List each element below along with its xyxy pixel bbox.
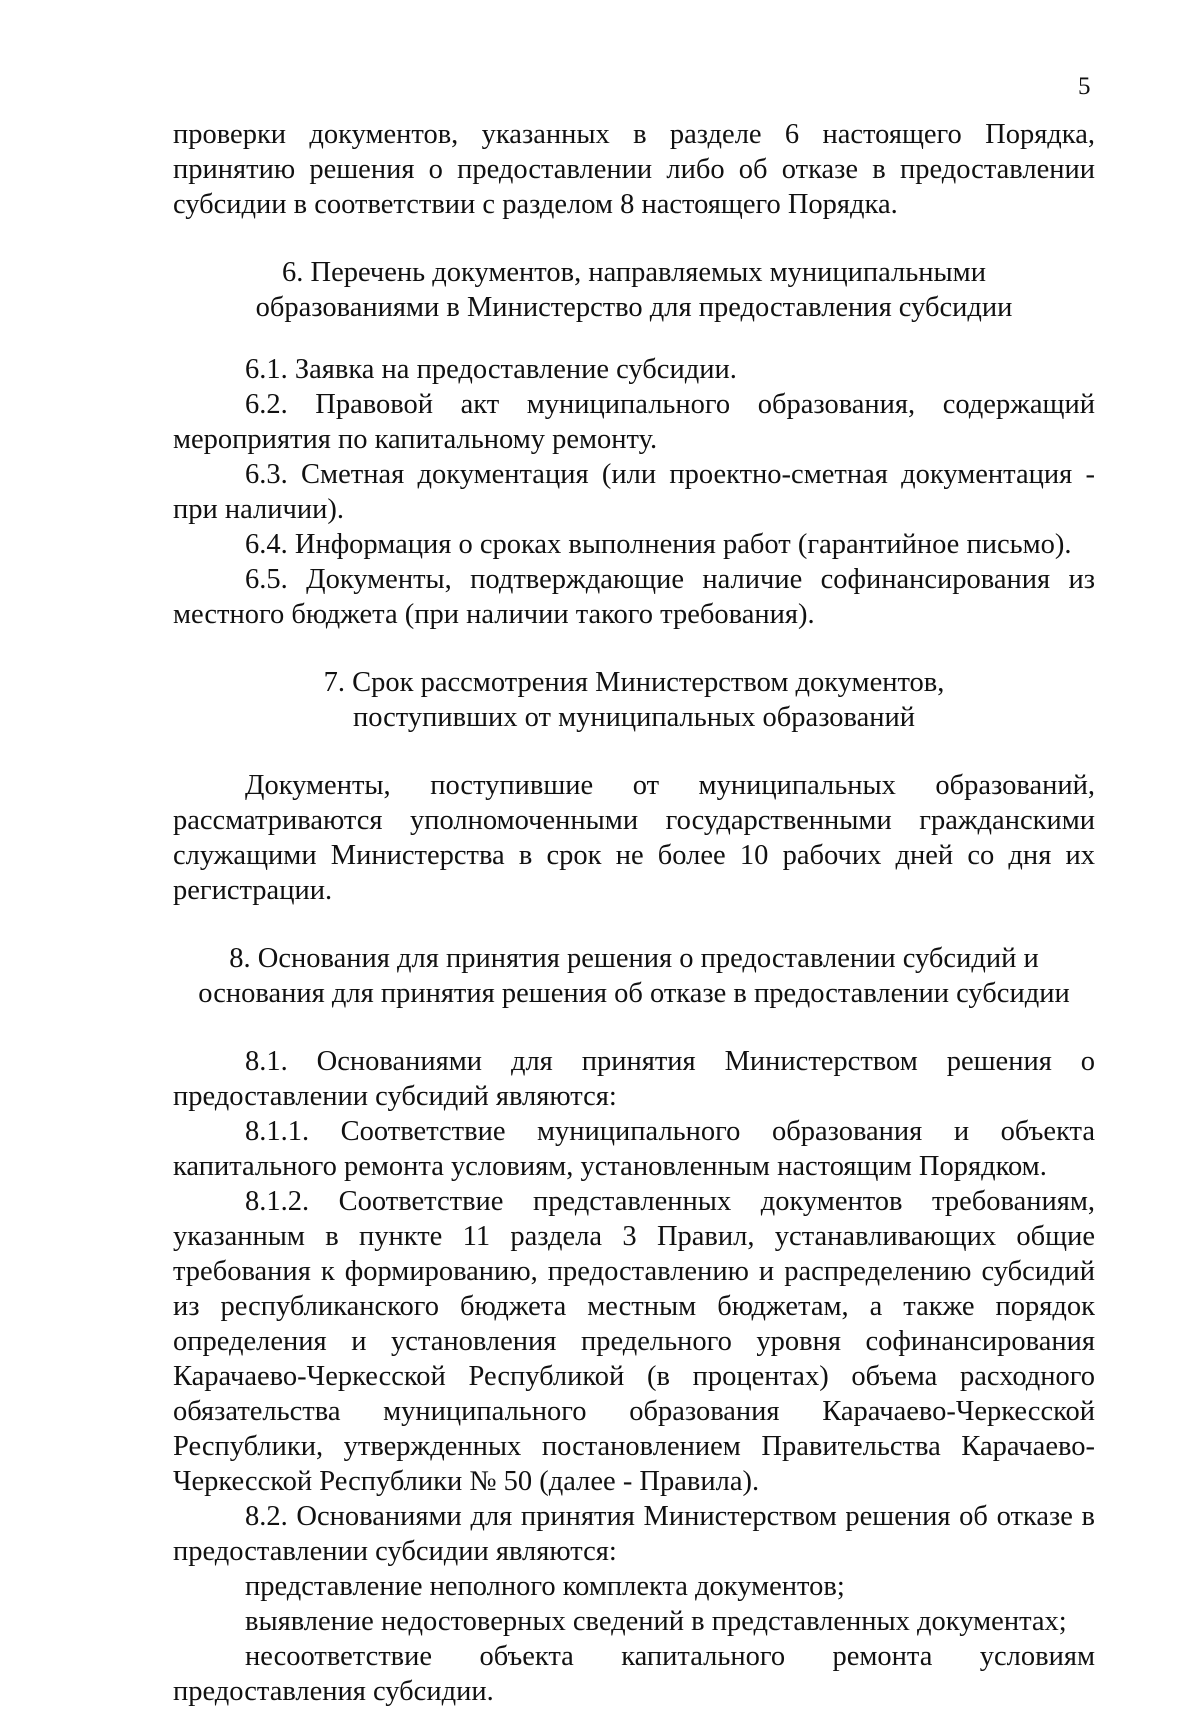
- section-8-item: несоответствие объекта капитального ремонта условиям предоставления субсидии.: [173, 1641, 1095, 1707]
- page-number: 5: [1078, 73, 1091, 100]
- section-8-item: выявление недостоверных сведений в представленных документах;: [245, 1606, 1067, 1637]
- section-8-heading: [173, 941, 1095, 1011]
- section-6-item: 6.5. Документы, подтверждающие наличие софинансирования из местного бюджета (при наличии такого требования).: [173, 564, 1095, 630]
- section-6-heading-line-1: 6. Перечень документов, направляемых муниципальными: [282, 257, 986, 288]
- section-6-item: 6.1. Заявка на предоставление субсидии.: [245, 354, 737, 385]
- section-8-item: 8.2. Основаниями для принятия Министерством решения об отказе в предоставлении субсидии являются:: [173, 1501, 1095, 1567]
- section-8-item: 8.1.1. Соответствие муниципального образования и объекта капитального ремонта условиям, установленным настоящим Порядком.: [173, 1116, 1095, 1182]
- section-6-heading: [173, 255, 1095, 325]
- section-7-heading-line-2: поступивших от муниципальных образований: [352, 702, 916, 733]
- section-6-item: 6.3. Сметная документация (или проектно-сметная документация - при наличии).: [173, 459, 1095, 525]
- document-body: [173, 117, 1095, 1709]
- section-8-item: 8.1.2. Соответствие представленных документов требованиям, указанным в пункте 11 раздела 3 Правил, устанавливающих общие требования к формированию, предоставлению и распределению субсидий из республиканского бюджета местным бюджетам, а также порядок определения и установления предельного уровня софинансирования Карачаево-Черкесской Республикой (в процентах) объема расходного обязательства муниципального образования Карачаево-Черкесской Республики, утвержденных постановлением Правительства Карачаево-Черкесской Республики № 50 (далее - Правила).: [173, 1186, 1095, 1497]
- section-7-heading-line-1: 7. Срок рассмотрения Министерством документов,: [323, 667, 945, 698]
- section-8-heading-line-2: основания для принятия решения об отказе в предоставлении субсидии: [198, 978, 1070, 1009]
- section-6-item: 6.2. Правовой акт муниципального образования, содержащий мероприятия по капитальному ремонту.: [173, 389, 1095, 455]
- section-8-item: представление неполного комплекта документов;: [245, 1571, 845, 1602]
- intro-paragraph: проверки документов, указанных в разделе 6 настоящего Порядка, принятию решения о предоставлении либо об отказе в предоставлении субсидии в соответствии с разделом 8 настоящего Порядка.: [173, 119, 1095, 220]
- section-7-heading: [173, 665, 1095, 735]
- section-6-heading-line-2: образованиями в Министерство для предоставления субсидии: [255, 292, 1013, 323]
- section-8-item: 8.1. Основаниями для принятия Министерством решения о предоставлении субсидий являются:: [173, 1046, 1095, 1112]
- section-6-item: 6.4. Информация о сроках выполнения работ (гарантийное письмо).: [245, 529, 1072, 560]
- section-8-heading-line-1: 8. Основания для принятия решения о предоставлении субсидий и: [229, 943, 1039, 974]
- section-7-paragraph: Документы, поступившие от муниципальных образований, рассматриваются уполномоченными государственными гражданскими служащими Министерства в срок не более 10 рабочих дней со дня их регистрации.: [173, 770, 1095, 906]
